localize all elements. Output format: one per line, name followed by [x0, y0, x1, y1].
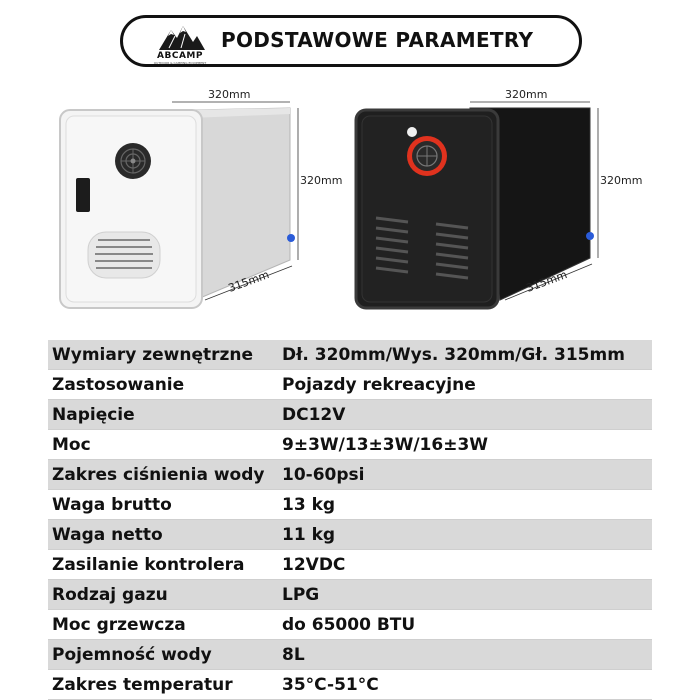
product-images — [0, 88, 700, 318]
spec-label: Wymiary zewnętrzne — [48, 340, 274, 370]
vent-grille — [88, 232, 160, 278]
spec-value: Dł. 320mm/Wys. 320mm/Gł. 315mm — [274, 340, 652, 370]
spec-value: LPG — [274, 580, 652, 610]
abcamp-logo — [149, 22, 211, 66]
spec-value: 11 kg — [274, 520, 652, 550]
spec-table — [48, 340, 652, 700]
table-row — [48, 580, 652, 610]
dim-right-width: 320mm — [505, 88, 548, 101]
water-connector-2 — [586, 232, 594, 240]
control-panel — [76, 178, 90, 212]
spec-value: do 65000 BTU — [274, 610, 652, 640]
fan-icon-red — [407, 136, 447, 176]
spec-label: Waga brutto — [48, 490, 274, 520]
table-row — [48, 400, 652, 430]
table-row — [48, 370, 652, 400]
table-row — [48, 460, 652, 490]
header-banner — [120, 15, 582, 67]
spec-label: Pojemność wody — [48, 640, 274, 670]
spec-label: Moc — [48, 430, 274, 460]
table-row — [48, 610, 652, 640]
table-row — [48, 670, 652, 700]
dim-right-depth: 315mm — [524, 268, 569, 295]
power-indicator-icon — [407, 127, 417, 137]
table-row — [48, 490, 652, 520]
spec-value: 10-60psi — [274, 460, 652, 490]
spec-value: 35°C-51°C — [274, 670, 652, 700]
dim-right-height: 320mm — [600, 174, 643, 187]
spec-label: Zasilanie kontrolera — [48, 550, 274, 580]
table-row — [48, 520, 652, 550]
table-row — [48, 340, 652, 370]
spec-value: DC12V — [274, 400, 652, 430]
spec-label: Waga netto — [48, 520, 274, 550]
table-row — [48, 430, 652, 460]
dim-left-width: 320mm — [208, 88, 251, 101]
spec-label: Zakres temperatur — [48, 670, 274, 700]
spec-label: Napięcie — [48, 400, 274, 430]
dim-left-depth: 315mm — [226, 268, 271, 295]
spec-value: Pojazdy rekreacyjne — [274, 370, 652, 400]
logo-subtext: OUTDOOR & CAMPING EQUIPMENT — [153, 61, 207, 65]
spec-label: Zakres ciśnienia wody — [48, 460, 274, 490]
spec-value: 9±3W/13±3W/16±3W — [274, 430, 652, 460]
mountain-icon — [149, 22, 211, 52]
table-row — [48, 550, 652, 580]
spec-value: 13 kg — [274, 490, 652, 520]
water-connector — [287, 234, 295, 242]
table-row — [48, 640, 652, 670]
fan-icon — [115, 143, 151, 179]
logo-text: ABCAMP — [157, 51, 203, 61]
page-title: PODSTAWOWE PARAMETRY — [221, 28, 534, 52]
spec-value: 12VDC — [274, 550, 652, 580]
spec-label: Moc grzewcza — [48, 610, 274, 640]
spec-label: Rodzaj gazu — [48, 580, 274, 610]
spec-label: Zastosowanie — [48, 370, 274, 400]
spec-value: 8L — [274, 640, 652, 670]
dim-left-height: 320mm — [300, 174, 343, 187]
